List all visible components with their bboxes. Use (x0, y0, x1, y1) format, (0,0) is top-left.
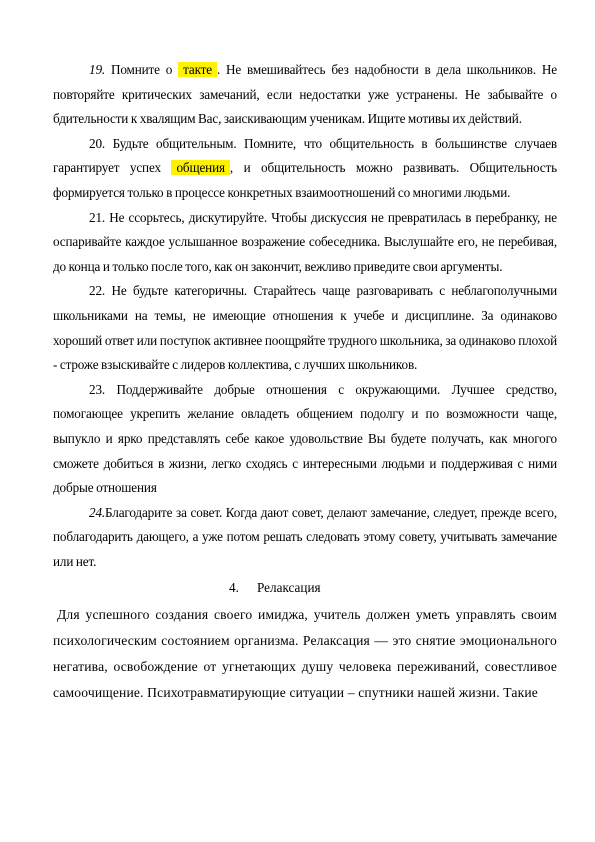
advice-item-24 (53, 501, 557, 575)
relaxation-paragraph: Для успешного создания своего имиджа, учитель должен уметь управлять своим психологическим состоянием организма. Релаксация — это снятие эмоционального негатива, освобождение от угнетающих душу человека переживаний, совестливое самоочищение. Психотравматирующие ситуации – спутники нашей жизни. Такие (53, 607, 557, 701)
advice-number: 21. (89, 209, 106, 225)
advice-text: Не будьте категоричны. Старайтесь чаще разговаривать с неблагополучными школьниками на темы, не имеющие отношения к учебе и дисциплине. За одинаково хороший ответ или поступок активнее поощряйте трудного школьника, за одинаково плохой - строже взыскивайте с лидеров коллектива, с лучших школьников. (53, 283, 557, 373)
advice-item-21 (53, 206, 557, 280)
advice-number: 23. (89, 381, 106, 397)
section-number: 4. (229, 580, 239, 596)
text-column (53, 58, 557, 706)
advice-item-20 (53, 132, 557, 206)
highlighted-word: общения (171, 160, 229, 175)
advice-item-19 (53, 58, 557, 132)
section-heading (53, 574, 557, 602)
advice-text: Не ссорьтесь, дискутируйте. Чтобы дискуссия не превратилась в перебранку, не оспаривайте каждое услышанное возражение собеседника. Выслушайте его, не перебивая, до конца и только после того, как он закончит, вежливо приведите свои аргументы. (53, 209, 557, 274)
advice-text: Благодарите за совет. Когда дают совет, делают замечание, следует, прежде всего, поблагодарить дающего, а уже потом решать следовать этому совету, учитывать замечание или нет. (53, 504, 557, 569)
advice-number: 22. (89, 283, 106, 299)
relaxation-section (53, 602, 557, 706)
section-title: Релаксация (257, 580, 321, 596)
advice-item-23 (53, 378, 557, 501)
advice-number: 20. (89, 135, 106, 151)
advice-number: 24. (89, 504, 106, 520)
advice-item-22 (53, 279, 557, 377)
advice-text: Поддерживайте добрые отношения с окружающими. Лучшее средство, помогающее укрепить желание овладеть общением подолгу и по возможности чаще, выпукло и ярко представлять себе какое удовольствие Вы будете получать, как многого сможете добиться в жизни, легко сходясь с интересными людьми и поддерживая с ними добрые отношения (53, 381, 557, 496)
advice-text-before: Помните о (105, 62, 179, 77)
advice-list (53, 58, 557, 574)
highlighted-word: такте (178, 62, 217, 77)
advice-text-before: Будьте общительным. Помните, что общительность в большинстве случаев гарантирует успех (53, 135, 557, 176)
advice-text-after: , и общительность можно развивать. Общительность формируется только в процессе конкретных взаимоотношений со многими людьми. (53, 160, 557, 200)
advice-text-after: . Не вмешивайтесь без надобности в дела школьников. Не повторяйте критических замечаний, если недостатки уже устранены. Не забывайте о бдительности к хвалящим Вас, заискивающим ученикам. Ищите мотивы их действий. (53, 62, 558, 127)
advice-number: 19. (89, 62, 106, 77)
